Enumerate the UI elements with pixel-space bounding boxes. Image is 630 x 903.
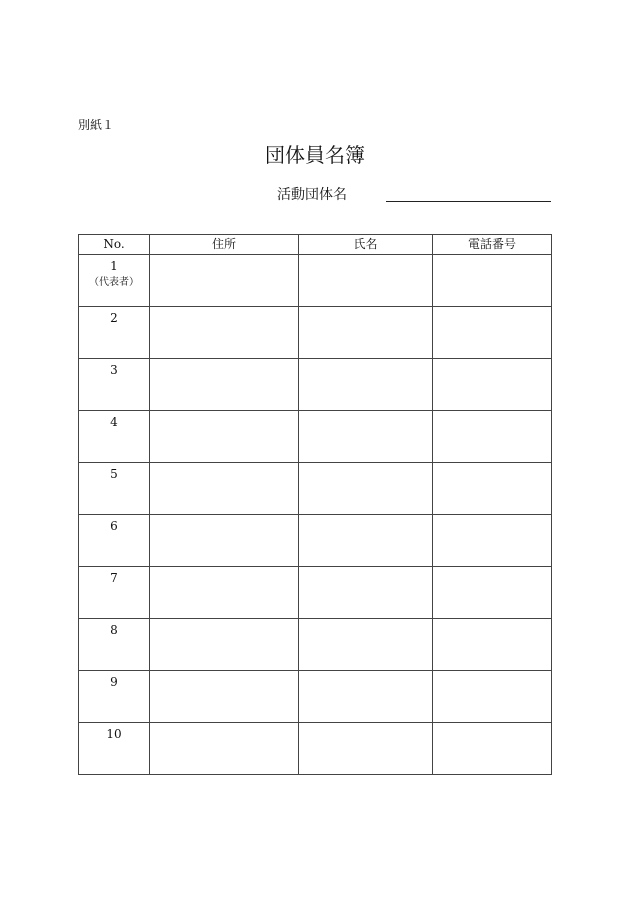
phone-cell[interactable] <box>433 567 552 619</box>
row-number-cell <box>79 411 150 463</box>
row-number-cell <box>79 671 150 723</box>
address-cell[interactable] <box>150 619 299 671</box>
row-number: 10 <box>106 727 122 741</box>
phone-cell[interactable] <box>433 411 552 463</box>
row-number: 2 <box>110 311 118 325</box>
row-number: 3 <box>110 363 118 377</box>
table-row <box>79 463 552 515</box>
address-cell[interactable] <box>150 359 299 411</box>
address-cell[interactable] <box>150 255 299 307</box>
name-cell[interactable] <box>299 567 433 619</box>
header-number: No. <box>79 235 150 255</box>
table-row <box>79 411 552 463</box>
row-number: 8 <box>110 623 118 637</box>
table-row <box>79 619 552 671</box>
name-cell[interactable] <box>299 671 433 723</box>
table-row <box>79 671 552 723</box>
organization-name-field-line <box>386 201 551 202</box>
table-row <box>79 307 552 359</box>
phone-cell[interactable] <box>433 463 552 515</box>
representative-note: （代表者） <box>89 277 139 288</box>
phone-cell[interactable] <box>433 515 552 567</box>
attachment-label: 別紙１ <box>78 118 115 132</box>
name-cell[interactable] <box>299 463 433 515</box>
table-row <box>79 567 552 619</box>
row-number-cell <box>79 307 150 359</box>
name-cell[interactable] <box>299 307 433 359</box>
address-cell[interactable] <box>150 411 299 463</box>
table-row <box>79 359 552 411</box>
row-number-cell <box>79 723 150 775</box>
row-number-cell <box>79 255 150 307</box>
table-header-row <box>79 235 552 255</box>
name-cell[interactable] <box>299 411 433 463</box>
row-number: 4 <box>110 415 118 429</box>
member-roster-table <box>78 234 552 775</box>
row-number-cell <box>79 359 150 411</box>
phone-cell[interactable] <box>433 307 552 359</box>
row-number: 6 <box>110 519 118 533</box>
header-address: 住所 <box>150 235 299 255</box>
address-cell[interactable] <box>150 671 299 723</box>
table-row <box>79 515 552 567</box>
table-row <box>79 255 552 307</box>
name-cell[interactable] <box>299 255 433 307</box>
phone-cell[interactable] <box>433 359 552 411</box>
row-number: 5 <box>110 467 118 481</box>
row-number: 7 <box>110 571 118 585</box>
name-cell[interactable] <box>299 619 433 671</box>
page-title: 団体員名簿 <box>265 143 365 167</box>
phone-cell[interactable] <box>433 619 552 671</box>
row-number: 1 <box>110 259 118 273</box>
address-cell[interactable] <box>150 307 299 359</box>
row-number-cell <box>79 463 150 515</box>
header-phone: 電話番号 <box>433 235 552 255</box>
address-cell[interactable] <box>150 463 299 515</box>
name-cell[interactable] <box>299 515 433 567</box>
address-cell[interactable] <box>150 567 299 619</box>
address-cell[interactable] <box>150 723 299 775</box>
row-number-cell <box>79 619 150 671</box>
name-cell[interactable] <box>299 359 433 411</box>
table-row <box>79 723 552 775</box>
organization-name-label: 活動団体名 <box>277 187 347 203</box>
phone-cell[interactable] <box>433 671 552 723</box>
phone-cell[interactable] <box>433 723 552 775</box>
phone-cell[interactable] <box>433 255 552 307</box>
row-number-cell <box>79 567 150 619</box>
header-name: 氏名 <box>299 235 433 255</box>
row-number-cell <box>79 515 150 567</box>
address-cell[interactable] <box>150 515 299 567</box>
row-number: 9 <box>110 675 118 689</box>
name-cell[interactable] <box>299 723 433 775</box>
